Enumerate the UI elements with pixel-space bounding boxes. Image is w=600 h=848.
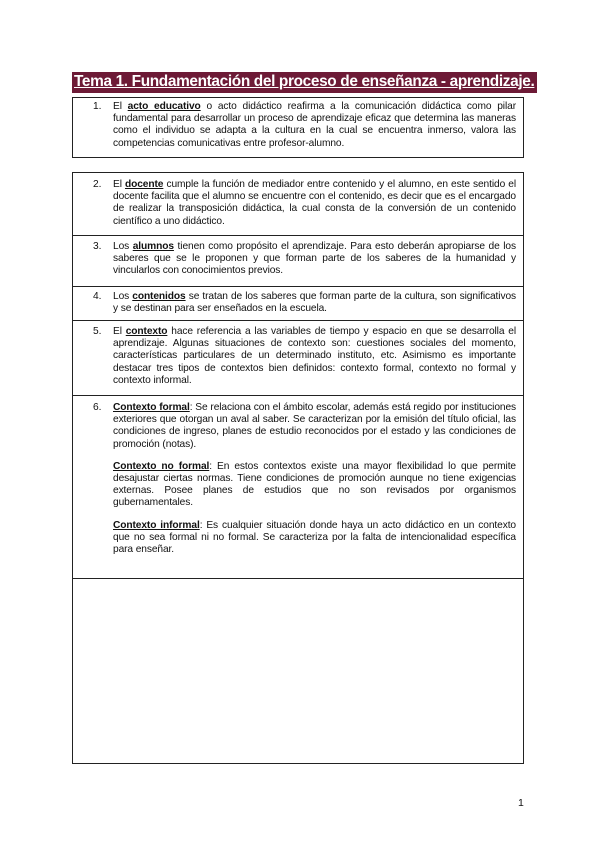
item-body: cumple la función de mediador entre contenido y el alumno, en este sentido el docente facilita que el alumno se encuentre con el contenido, es decir que es el encargado de realizar la transposición didáctica, la cual consta de la conversión de un contenido científico a uno didáctico. [113,179,516,227]
item-text [113,402,516,556]
item-keyword: Contexto no formal [113,460,210,472]
list-item [73,291,523,315]
section-alumnos [73,236,523,287]
item-number: 2. [93,179,102,190]
list-item [73,402,523,556]
item-text [113,241,516,278]
item-keyword: contenidos [132,291,186,302]
item-keyword: acto educativo [127,101,201,112]
item-number: 3. [93,241,102,252]
list-item [73,179,523,228]
item-body: se tratan de los saberes que forman parte de la cultura, son significativos y se destinan para ser enseñados en la escuela. [113,291,517,315]
list-item [73,98,523,150]
item-keyword: Contexto informal [113,519,200,531]
item-text [113,291,516,315]
item-number: 1. [93,101,102,112]
box-items-2-6 [72,172,524,764]
item-keyword: Contexto formal [113,402,190,413]
item-body: : Es cualquier situación donde haya un acto didáctico en un contexto que no sea formal ni no formal. Se caracteriza por la falta de intencionalidad específica para enseñar. [113,519,517,556]
list-item [73,241,523,278]
item-keyword: alumnos [132,241,174,252]
item-text [113,179,516,228]
subitem-contexto-informal [113,520,516,557]
item-number: 6. [93,402,102,413]
section-docente [73,173,523,236]
section-contexto [73,321,523,396]
item-prefix: Los [113,241,133,252]
item-prefix: El [113,326,126,337]
item-body: : Se relaciona con el ámbito escolar, además está regido por instituciones exteriores que otorgan un aval al saber. Se caracterizan por la emisión del título oficial, las condiciones de ingreso, planes de estudio reconocidos por el estado y las condiciones de promoción (notas). [113,402,517,450]
box-item-1 [72,97,524,158]
item-body: hace referencia a las variables de tiempo y espacio en que se desarrolla el aprendizaje. Algunas situaciones de contexto son: cuestiones sociales del momento, características particulares de un determinado instituto, etc. Asimismo es importante destacar tres tipos de contextos bien definidos: contexto formal, contexto no formal y contexto informal. [113,326,517,386]
list-item [73,326,523,387]
item-body: o acto didáctico reafirma a la comunicación didáctica como pilar fundamental para desarrollar un proceso de aprendizaje eficaz que determina las maneras como el individuo se adapta a la cultura en la cual se encuentra inmerso, valora las competencias comunicativas entre profesor-alumno. [113,101,516,149]
item-body: tienen como propósito el aprendizaje. Para esto deberán apropiarse de los saberes que se le proponen y que forman parte de los saberes de la humanidad y vincularlos con conocimientos previos. [113,241,516,277]
item-number: 4. [93,291,102,302]
page-number: 1 [518,797,524,809]
item-prefix: El [113,179,125,190]
subitem-contexto-no-formal [113,461,516,510]
item-keyword: contexto [125,326,168,337]
item-prefix: Los [113,291,133,302]
item-number: 5. [93,326,102,337]
item-keyword: docente [124,179,164,190]
page-title: Tema 1. Fundamentación del proceso de enseñanza - aprendizaje. [72,72,537,93]
item-text [113,326,516,387]
item-text [113,101,516,150]
item-prefix: El [113,101,128,112]
item-body: : En estos contextos existe una mayor flexibilidad lo que permite desajustar ciertas normas. Tiene condiciones de promoción aunque no tiene exigencias externas. Posee planes de estudios que no son revisados por organismos gubernamentales. [113,460,516,509]
subitem-contexto-formal [113,402,516,451]
section-tipos-contexto [73,396,523,579]
section-contenidos [73,287,523,321]
